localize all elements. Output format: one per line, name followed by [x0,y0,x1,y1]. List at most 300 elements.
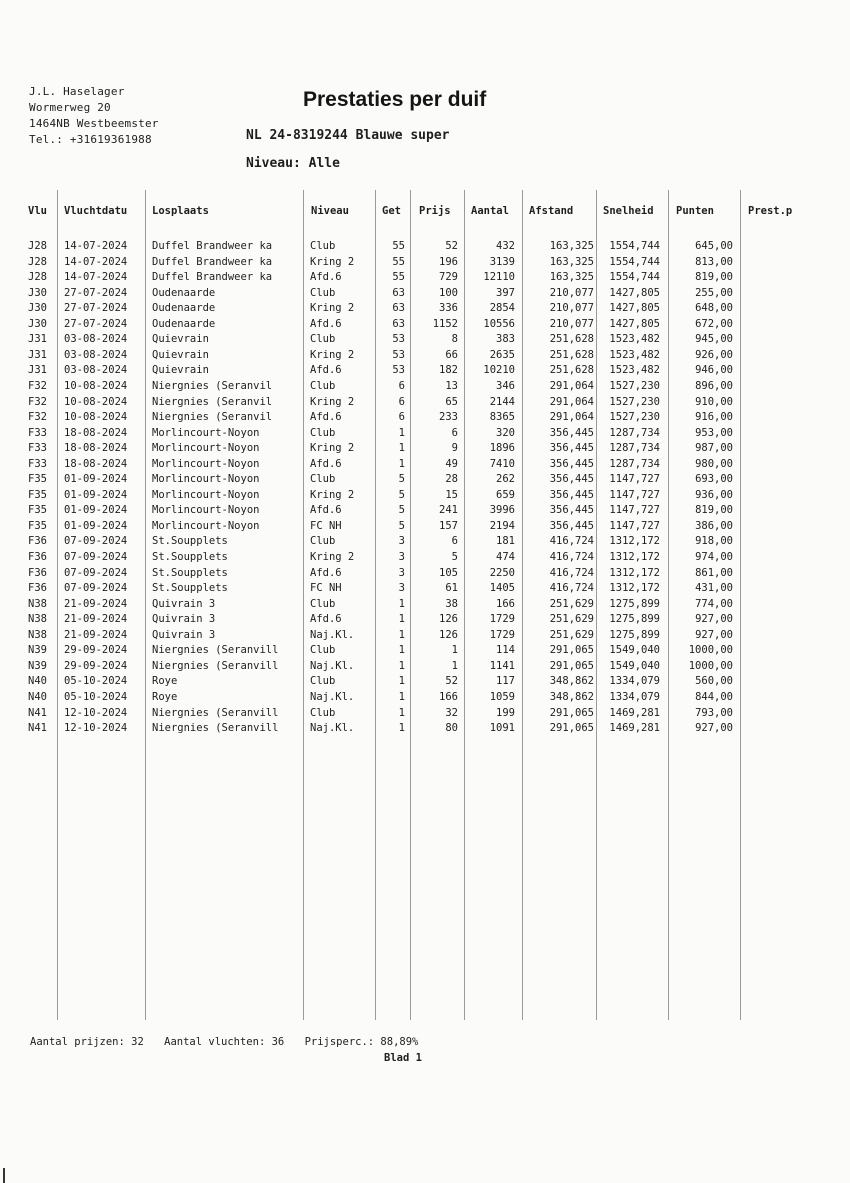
cell-date: 10-08-2024 [64,411,128,423]
cell-prize: 80 [445,722,458,734]
cell-entered: 6 [398,411,405,423]
cell-speed: 1527,230 [609,396,660,408]
cell-speed: 1523,482 [609,349,660,361]
cell-date: 05-10-2024 [64,675,128,687]
cell-entered: 3 [398,551,405,563]
cell-participants: 199 [496,707,515,719]
cell-level: Kring 2 [310,551,355,563]
cell-date: 27-07-2024 [64,318,128,330]
cell-points: 645,00 [695,240,733,252]
cell-speed: 1312,172 [609,551,660,563]
cell-distance: 416,724 [549,551,594,563]
cell-points: 945,00 [695,333,733,345]
cell-speed: 1287,734 [609,442,660,454]
cell-release-site: Roye [152,675,178,687]
cell-level: Club [310,644,336,656]
cell-prize: 157 [439,520,458,532]
cell-release-site: Duffel Brandweer ka [152,240,273,252]
cell-participants: 1141 [489,660,515,672]
cell-prize: 38 [445,598,458,610]
cell-distance: 348,862 [549,675,594,687]
cell-points: 819,00 [695,271,733,283]
prize-percentage: Prijsperc.: 88,89% [304,1036,419,1048]
cell-level: Afd.6 [310,318,342,330]
cell-speed: 1469,281 [609,707,660,719]
cell-participants: 8365 [489,411,515,423]
cell-speed: 1275,899 [609,598,660,610]
cell-participants: 3139 [489,256,515,268]
cell-date: 18-08-2024 [64,427,128,439]
cell-participants: 7410 [489,458,515,470]
cell-level: Club [310,473,336,485]
cell-flight: N40 [28,691,47,703]
cell-flight: J28 [28,256,47,268]
cell-speed: 1554,744 [609,271,660,283]
cell-entered: 6 [398,380,405,392]
cell-date: 01-09-2024 [64,520,128,532]
cell-date: 05-10-2024 [64,691,128,703]
cell-points: 1000,00 [688,644,733,656]
cell-release-site: Oudenaarde [152,287,216,299]
cell-entered: 1 [398,458,405,470]
cell-flight: J30 [28,302,47,314]
cell-points: 844,00 [695,691,733,703]
column-header-release-site: Losplaats [152,205,209,217]
cell-distance: 291,065 [549,707,594,719]
cell-prize: 5 [451,551,458,563]
cell-entered: 63 [392,287,405,299]
cell-prize: 66 [445,349,458,361]
cell-points: 910,00 [695,396,733,408]
cell-date: 27-07-2024 [64,302,128,314]
cell-prize: 52 [445,240,458,252]
cell-level: Afd.6 [310,271,342,283]
column-divider [596,190,597,1020]
cell-flight: F32 [28,411,47,423]
footer-summary [30,1036,432,1048]
cell-release-site: Quievrain [152,349,209,361]
cell-prize: 336 [439,302,458,314]
cell-prize: 8 [451,333,458,345]
cell-distance: 291,065 [549,660,594,672]
cell-participants: 3996 [489,504,515,516]
cell-distance: 251,629 [549,629,594,641]
cell-prize: 6 [451,427,458,439]
cell-points: 819,00 [695,504,733,516]
cell-date: 27-07-2024 [64,287,128,299]
cell-date: 03-08-2024 [64,364,128,376]
cell-release-site: Quivrain 3 [152,598,216,610]
cell-entered: 3 [398,535,405,547]
cell-points: 927,00 [695,613,733,625]
cell-speed: 1287,734 [609,427,660,439]
cell-entered: 53 [392,349,405,361]
cell-level: Club [310,535,336,547]
cell-speed: 1527,230 [609,411,660,423]
cell-speed: 1147,727 [609,520,660,532]
cell-date: 01-09-2024 [64,489,128,501]
cell-release-site: Quievrain [152,364,209,376]
cell-flight: N40 [28,675,47,687]
cell-entered: 1 [398,707,405,719]
cell-participants: 432 [496,240,515,252]
cell-release-site: Roye [152,691,178,703]
cell-distance: 356,445 [549,520,594,532]
cell-speed: 1554,744 [609,240,660,252]
cell-level: FC NH [310,582,342,594]
column-header-participants: Aantal [471,205,509,217]
cell-prize: 52 [445,675,458,687]
cell-level: Club [310,598,336,610]
cell-entered: 1 [398,644,405,656]
cell-level: Afd.6 [310,364,342,376]
cell-speed: 1523,482 [609,364,660,376]
cell-points: 793,00 [695,707,733,719]
cell-date: 07-09-2024 [64,582,128,594]
cell-participants: 320 [496,427,515,439]
cell-release-site: Quivrain 3 [152,613,216,625]
cell-level: Afd.6 [310,458,342,470]
cell-flight: F35 [28,473,47,485]
column-divider [522,190,523,1020]
cell-participants: 1896 [489,442,515,454]
cell-date: 21-09-2024 [64,613,128,625]
cell-participants: 383 [496,333,515,345]
cell-distance: 291,064 [549,380,594,392]
cell-points: 431,00 [695,582,733,594]
cell-speed: 1275,899 [609,613,660,625]
cell-release-site: Niergnies (Seranvill [152,660,279,672]
cell-release-site: Niergnies (Seranvill [152,707,279,719]
cell-flight: N39 [28,660,47,672]
cell-points: 936,00 [695,489,733,501]
cell-distance: 251,628 [549,349,594,361]
column-divider [57,190,58,1020]
column-divider [375,190,376,1020]
cell-entered: 5 [398,489,405,501]
cell-speed: 1523,482 [609,333,660,345]
cell-entered: 63 [392,318,405,330]
cell-prize: 61 [445,582,458,594]
cell-distance: 210,077 [549,318,594,330]
cell-release-site: Quivrain 3 [152,629,216,641]
cell-flight: F35 [28,520,47,532]
cell-points: 774,00 [695,598,733,610]
cell-prize: 1 [451,644,458,656]
cell-points: 926,00 [695,349,733,361]
cell-flight: J28 [28,271,47,283]
cell-entered: 1 [398,722,405,734]
owner-phone: Tel.: +31619361988 [29,133,152,146]
cell-prize: 729 [439,271,458,283]
cell-date: 21-09-2024 [64,598,128,610]
cell-participants: 117 [496,675,515,687]
cell-level: Kring 2 [310,302,355,314]
cell-points: 946,00 [695,364,733,376]
cell-entered: 1 [398,660,405,672]
cell-date: 03-08-2024 [64,349,128,361]
cell-prize: 32 [445,707,458,719]
cell-flight: N39 [28,644,47,656]
cell-distance: 356,445 [549,504,594,516]
cell-flight: F33 [28,442,47,454]
cell-speed: 1147,727 [609,489,660,501]
cell-release-site: St.Soupplets [152,551,228,563]
cell-participants: 12110 [483,271,515,283]
cell-prize: 9 [451,442,458,454]
cell-flight: F36 [28,567,47,579]
cell-release-site: Morlincourt-Noyon [152,442,260,454]
cell-level: Kring 2 [310,489,355,501]
column-header-performance: Prest.p [748,205,793,217]
cell-release-site: Niergnies (Seranvill [152,644,279,656]
cell-flight: F36 [28,551,47,563]
cell-level: Kring 2 [310,256,355,268]
cell-participants: 166 [496,598,515,610]
cell-release-site: Niergnies (Seranvill [152,722,279,734]
cell-participants: 10210 [483,364,515,376]
column-header-speed: Snelheid [603,205,654,217]
cell-participants: 1729 [489,613,515,625]
cell-level: Club [310,427,336,439]
cell-release-site: St.Soupplets [152,535,228,547]
cell-level: Kring 2 [310,442,355,454]
column-divider [464,190,465,1020]
cell-date: 14-07-2024 [64,240,128,252]
cell-date: 01-09-2024 [64,473,128,485]
owner-address [29,84,159,148]
cell-date: 18-08-2024 [64,442,128,454]
cell-points: 386,00 [695,520,733,532]
cell-participants: 114 [496,644,515,656]
column-header-points: Punten [676,205,714,217]
cell-speed: 1334,079 [609,691,660,703]
cell-points: 560,00 [695,675,733,687]
cell-date: 07-09-2024 [64,535,128,547]
column-header-distance: Afstand [529,205,574,217]
cell-participants: 181 [496,535,515,547]
cell-distance: 416,724 [549,567,594,579]
cell-points: 980,00 [695,458,733,470]
column-header-entered: Get [382,205,401,217]
cell-date: 12-10-2024 [64,707,128,719]
cell-participants: 346 [496,380,515,392]
cell-date: 03-08-2024 [64,333,128,345]
cell-participants: 659 [496,489,515,501]
cell-distance: 291,064 [549,396,594,408]
cell-speed: 1312,172 [609,535,660,547]
cell-level: Naj.Kl. [310,660,355,672]
cell-speed: 1427,805 [609,302,660,314]
cell-flight: N38 [28,629,47,641]
cell-distance: 416,724 [549,582,594,594]
cell-release-site: Morlincourt-Noyon [152,520,260,532]
cell-entered: 5 [398,504,405,516]
cell-speed: 1312,172 [609,567,660,579]
cell-date: 21-09-2024 [64,629,128,641]
cell-speed: 1312,172 [609,582,660,594]
cell-date: 29-09-2024 [64,660,128,672]
cell-points: 896,00 [695,380,733,392]
cell-speed: 1427,805 [609,318,660,330]
cell-points: 813,00 [695,256,733,268]
cell-speed: 1469,281 [609,722,660,734]
cell-release-site: Duffel Brandweer ka [152,256,273,268]
cell-points: 861,00 [695,567,733,579]
owner-city: 1464NB Westbeemster [29,117,159,130]
cell-entered: 1 [398,427,405,439]
cell-level: Club [310,380,336,392]
cell-prize: 126 [439,613,458,625]
cell-level: Club [310,333,336,345]
cell-entered: 5 [398,473,405,485]
column-divider [145,190,146,1020]
column-header-prize: Prijs [419,205,451,217]
cell-participants: 397 [496,287,515,299]
cell-participants: 474 [496,551,515,563]
cell-distance: 291,065 [549,644,594,656]
cell-flight: F36 [28,582,47,594]
cell-speed: 1147,727 [609,504,660,516]
cell-entered: 1 [398,442,405,454]
cell-entered: 1 [398,691,405,703]
cell-release-site: Niergnies (Seranvil [152,380,273,392]
cell-points: 916,00 [695,411,733,423]
cell-distance: 210,077 [549,287,594,299]
column-divider [740,190,741,1020]
cell-flight: J31 [28,364,47,376]
cell-distance: 356,445 [549,427,594,439]
cell-participants: 1405 [489,582,515,594]
cell-release-site: Quievrain [152,333,209,345]
cell-distance: 251,629 [549,613,594,625]
cell-flight: N41 [28,722,47,734]
owner-name: J.L. Haselager [29,85,125,98]
cell-participants: 2144 [489,396,515,408]
cell-release-site: Morlincourt-Noyon [152,504,260,516]
cell-distance: 356,445 [549,458,594,470]
owner-street: Wormerweg 20 [29,101,111,114]
cell-participants: 1729 [489,629,515,641]
cell-points: 672,00 [695,318,733,330]
cell-prize: 1 [451,660,458,672]
cell-entered: 53 [392,333,405,345]
cell-release-site: Niergnies (Seranvil [152,411,273,423]
cell-prize: 65 [445,396,458,408]
cell-prize: 105 [439,567,458,579]
cell-speed: 1549,040 [609,644,660,656]
cell-level: Club [310,287,336,299]
cell-participants: 1059 [489,691,515,703]
cell-distance: 356,445 [549,473,594,485]
cell-prize: 100 [439,287,458,299]
cell-participants: 2635 [489,349,515,361]
column-header-level: Niveau [311,205,349,217]
cell-prize: 182 [439,364,458,376]
cell-distance: 356,445 [549,489,594,501]
cell-release-site: Morlincourt-Noyon [152,489,260,501]
column-header-flight: Vlu [28,205,47,217]
cell-flight: J31 [28,333,47,345]
cell-release-site: Niergnies (Seranvil [152,396,273,408]
cell-flight: F35 [28,489,47,501]
level-filter: Niveau: Alle [246,156,340,171]
cell-release-site: Morlincourt-Noyon [152,473,260,485]
cell-entered: 53 [392,364,405,376]
cell-flight: F35 [28,504,47,516]
cell-level: Afd.6 [310,613,342,625]
cell-speed: 1427,805 [609,287,660,299]
cell-flight: F33 [28,427,47,439]
cell-level: Naj.Kl. [310,722,355,734]
cell-speed: 1554,744 [609,256,660,268]
cell-entered: 1 [398,675,405,687]
cell-participants: 2854 [489,302,515,314]
cell-flight: J30 [28,287,47,299]
cell-release-site: St.Soupplets [152,582,228,594]
cell-date: 10-08-2024 [64,380,128,392]
cell-date: 29-09-2024 [64,644,128,656]
cell-flight: F32 [28,396,47,408]
cell-distance: 163,325 [549,256,594,268]
cell-distance: 163,325 [549,240,594,252]
flight-count: Aantal vluchten: 36 [164,1036,285,1048]
column-divider [668,190,669,1020]
cell-distance: 416,724 [549,535,594,547]
cell-flight: F33 [28,458,47,470]
column-divider [303,190,304,1020]
cell-prize: 6 [451,535,458,547]
cell-release-site: Morlincourt-Noyon [152,427,260,439]
cell-prize: 15 [445,489,458,501]
cell-distance: 251,628 [549,333,594,345]
cell-points: 255,00 [695,287,733,299]
cell-level: Naj.Kl. [310,629,355,641]
cell-flight: J31 [28,349,47,361]
cell-entered: 63 [392,302,405,314]
cell-entered: 55 [392,271,405,283]
cell-date: 14-07-2024 [64,256,128,268]
cell-distance: 163,325 [549,271,594,283]
cell-prize: 166 [439,691,458,703]
cell-level: Afd.6 [310,567,342,579]
cell-speed: 1549,040 [609,660,660,672]
cell-distance: 356,445 [549,442,594,454]
page-number: Blad 1 [384,1052,422,1064]
cell-release-site: Oudenaarde [152,302,216,314]
cell-points: 927,00 [695,629,733,641]
cell-level: FC NH [310,520,342,532]
cell-speed: 1147,727 [609,473,660,485]
cell-level: Kring 2 [310,349,355,361]
cell-entered: 6 [398,396,405,408]
cell-points: 927,00 [695,722,733,734]
cell-flight: N41 [28,707,47,719]
cell-prize: 49 [445,458,458,470]
cell-prize: 241 [439,504,458,516]
cell-points: 1000,00 [688,660,733,672]
cell-entered: 55 [392,240,405,252]
cell-level: Kring 2 [310,396,355,408]
cell-speed: 1334,079 [609,675,660,687]
cell-flight: J28 [28,240,47,252]
document-title: Prestaties per duif [303,88,487,111]
pigeon-id: NL 24-8319244 Blauwe super [246,128,450,143]
cell-entered: 5 [398,520,405,532]
cell-prize: 126 [439,629,458,641]
cell-entered: 1 [398,598,405,610]
cell-flight: F32 [28,380,47,392]
